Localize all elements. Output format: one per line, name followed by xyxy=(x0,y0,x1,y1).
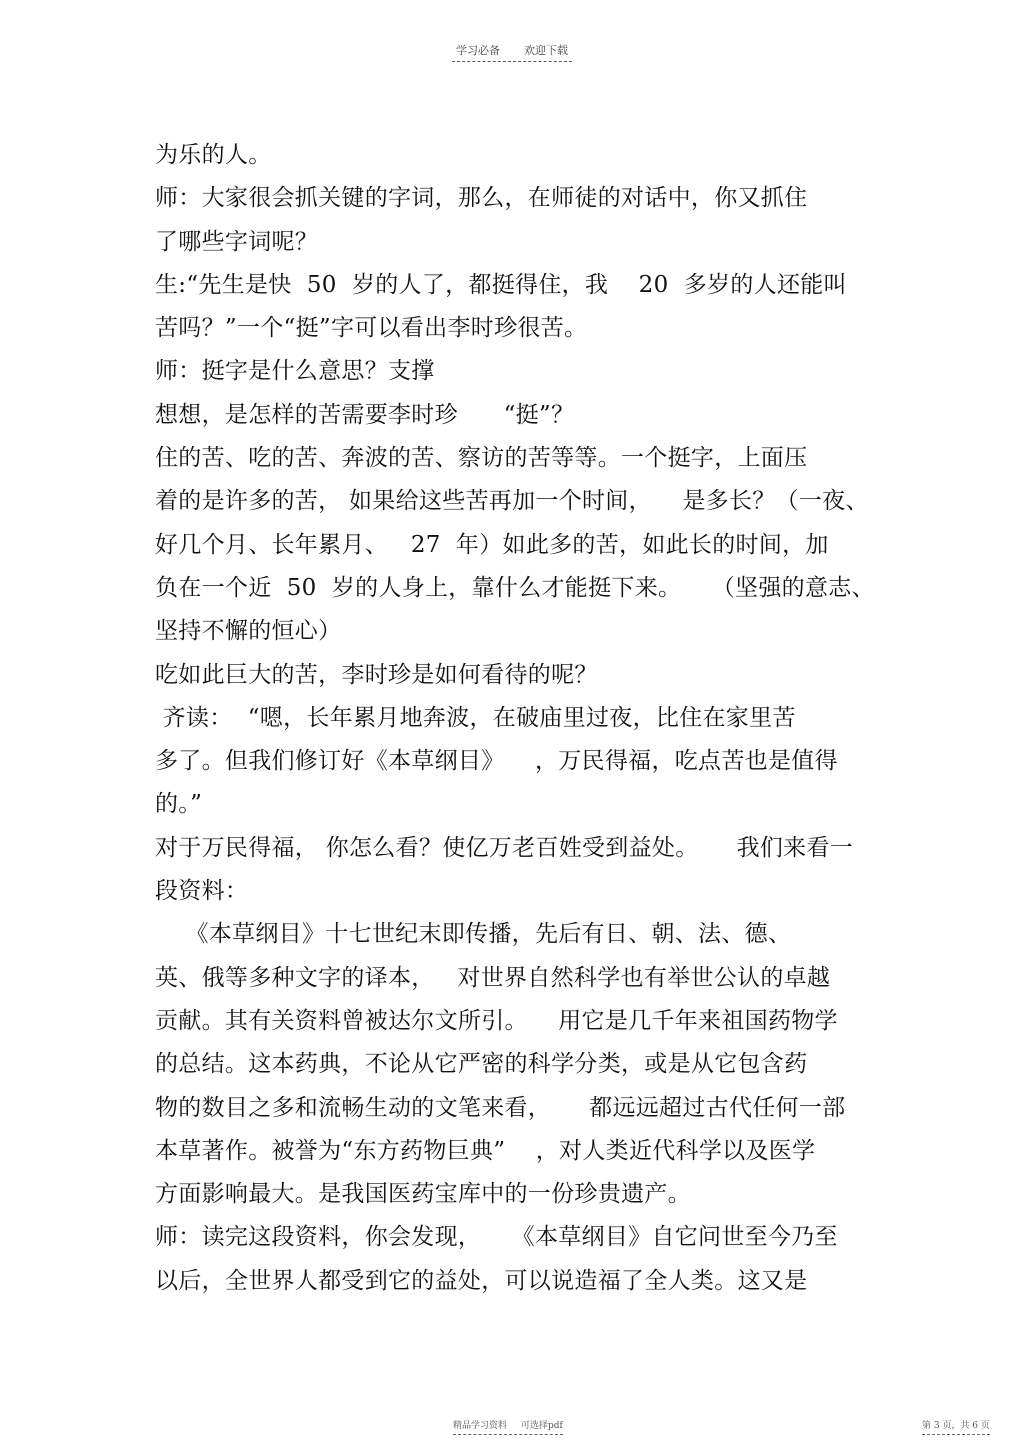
page-header xyxy=(0,42,1024,62)
text-line: 本草著作。被誉为“东方药物巨典” ，对人类近代科学以及医学 xyxy=(155,1137,816,1164)
text-line: 好几个月、长年累月、 27 年）如此多的苦，如此长的时间，加 xyxy=(155,531,829,558)
text-line: 《本草纲目》十七世纪末即传播，先后有日、朝、法、德、 xyxy=(155,921,792,948)
text-line: 英、俄等多种文字的译本， 对世界自然科学也有举世公认的卓越 xyxy=(155,964,831,991)
text-line: 为乐的人。 xyxy=(155,142,272,168)
page-number: 第 3 页，共 6 页 xyxy=(922,1418,990,1435)
text-line: 苦吗？”一个“挺”字可以看出李时珍很苦。 xyxy=(155,315,588,342)
text-line: 师：挺字是什么意思？支撑 xyxy=(155,358,435,385)
text-line: 的。” xyxy=(155,791,203,818)
text-line: 物的数目之多和流畅生动的文笔来看， 都远远超过古代任何一部 xyxy=(155,1094,846,1121)
text-line: 贡献。其有关资料曾被达尔文所引。 用它是几千年来祖国药物学 xyxy=(155,1007,838,1034)
footer-left-b: 可选择pdf xyxy=(521,1421,563,1431)
text-line: 负在一个近 50 岁的人身上，靠什么才能挺下来。 （坚强的意志、 xyxy=(155,574,875,601)
text-line: 多了。但我们修订好《本草纲目》 ，万民得福，吃点苦也是值得 xyxy=(155,748,838,775)
header-right-text: 欢迎下载 xyxy=(524,44,568,57)
text-line: 着的是许多的苦， 如果给这些苦再加一个时间， 是多长？（一夜、 xyxy=(155,488,869,515)
text-line: 住的苦、吃的苦、奔波的苦、察访的苦等等。一个挺字，上面压 xyxy=(155,445,808,472)
text-line: 了哪些字词呢？ xyxy=(155,228,319,255)
page-footer xyxy=(0,1418,1024,1438)
document-body xyxy=(155,134,875,1303)
text-line: 生:“先生是快 50 岁的人了，都挺得住，我 20 多岁的人还能叫 xyxy=(155,271,847,298)
footer-left-a: 精品学习资料 xyxy=(453,1421,508,1431)
text-line: 段资料： xyxy=(155,878,249,905)
footer-watermark xyxy=(453,1418,563,1435)
text-line: 坚持不懈的恒心） xyxy=(155,618,342,645)
text-line: 师：大家很会抓关键的字词，那么，在师徒的对话中，你又抓住 xyxy=(155,185,808,212)
text-line: 齐读： “嗯，长年累月地奔波，在破庙里过夜，比住在家里苦 xyxy=(155,704,796,731)
text-line: 吃如此巨大的苦，李时珍是如何看待的呢？ xyxy=(155,661,598,688)
text-line: 对于万民得福， 你怎么看？使亿万老百姓受到益处。 我们来看一 xyxy=(155,834,854,861)
text-line: 方面影响最大。是我国医药宝库中的一份珍贵遗产。 xyxy=(155,1181,691,1208)
text-line: 的总结。这本药典，不论从它严密的科学分类，或是从它包含药 xyxy=(155,1051,808,1078)
header-left-text: 学习必备 xyxy=(456,44,500,57)
text-line: 想想，是怎样的苦需要李时珍 “挺”？ xyxy=(155,401,575,428)
text-line: 师：读完这段资料，你会发现， 《本草纲目》自它问世至今乃至 xyxy=(155,1224,838,1251)
text-line: 以后，全世界人都受到它的益处，可以说造福了全人类。这又是 xyxy=(155,1267,808,1294)
